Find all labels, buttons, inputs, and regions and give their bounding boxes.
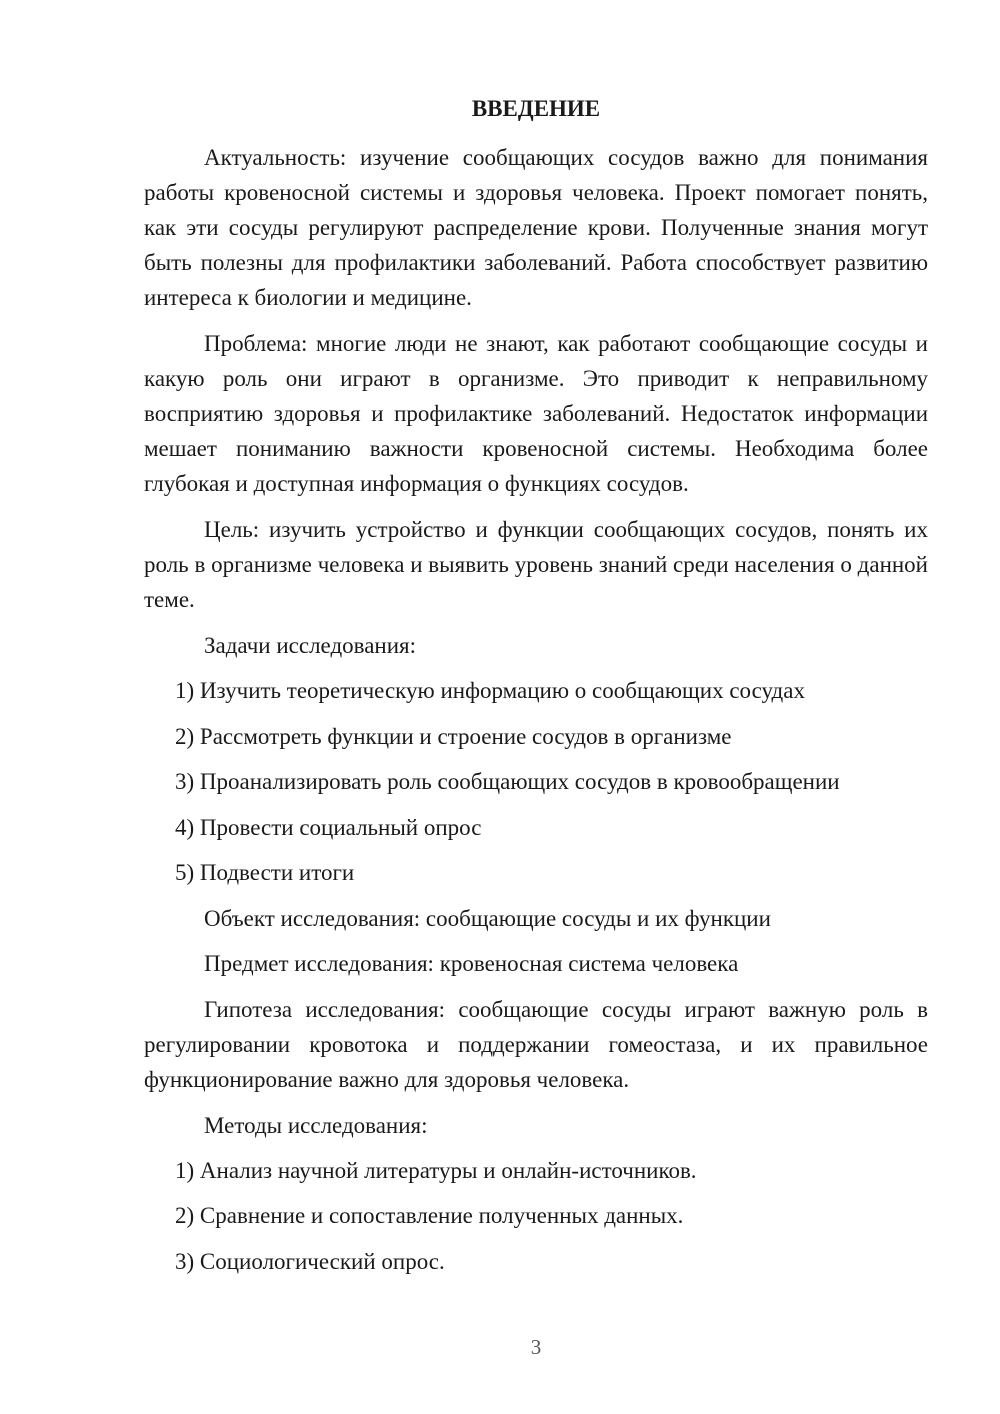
task-item: 1) Изучить теоретическую информацию о сообщающих сосудах [175,678,805,703]
hypothesis-paragraph: Гипотеза исследования: сообщающие сосуды играют важную роль в регулировании кровотока и поддержании гомеостаза, и их правильное функционирование важно для здоровья человека. [144,996,928,1092]
task-item: 5) Подвести итоги [175,860,355,885]
page-number: 3 [530,1335,542,1359]
research-object: Объект исследования: сообщающие сосуды и их функции [204,905,771,931]
method-item: 1) Анализ научной литературы и онлайн-источников. [175,1157,697,1183]
problem-paragraph: Проблема: многие люди не знают, как работают сообщающие сосуды и какую роль они играют в организме. Это приводит к неправильному восприятию здоровья и профилактике заболеваний. Недостаток информации мешает пониманию важности кровеносной системы. Необходима более глубокая и доступная информация о функциях сосудов. [144,331,928,496]
relevance-paragraph: Актуальность: изучение сообщающих сосудов важно для понимания работы кровеносной системы и здоровья человека. Проект помогает понять, как эти сосуды регулируют распределение крови. Полученные знания могут быть полезны для профилактики заболеваний. Работа способствует развитию интереса к биологии и медицине. [144,145,928,310]
tasks-heading: Задачи исследования: [204,633,417,658]
method-item: 2) Сравнение и сопоставление полученных данных. [175,1203,684,1228]
research-subject: Предмет исследования: кровеносная система человека [204,951,739,976]
method-item: 3) Социологический опрос. [175,1248,445,1274]
page-content [144,92,928,1279]
task-item: 3) Проанализировать роль сообщающих сосудов в кровообращении [175,769,840,794]
section-title: ВВЕДЕНИЕ [471,96,601,121]
goal-paragraph: Цель: изучить устройство и функции сообщающих сосудов, понять их роль в организме человека и выявить уровень знаний среди населения о данной теме. [144,517,928,612]
task-item: 4) Провести социальный опрос [175,814,482,840]
methods-heading: Методы исследования: [204,1112,428,1138]
task-item: 2) Рассмотреть функции и строение сосудов в организме [175,723,732,749]
